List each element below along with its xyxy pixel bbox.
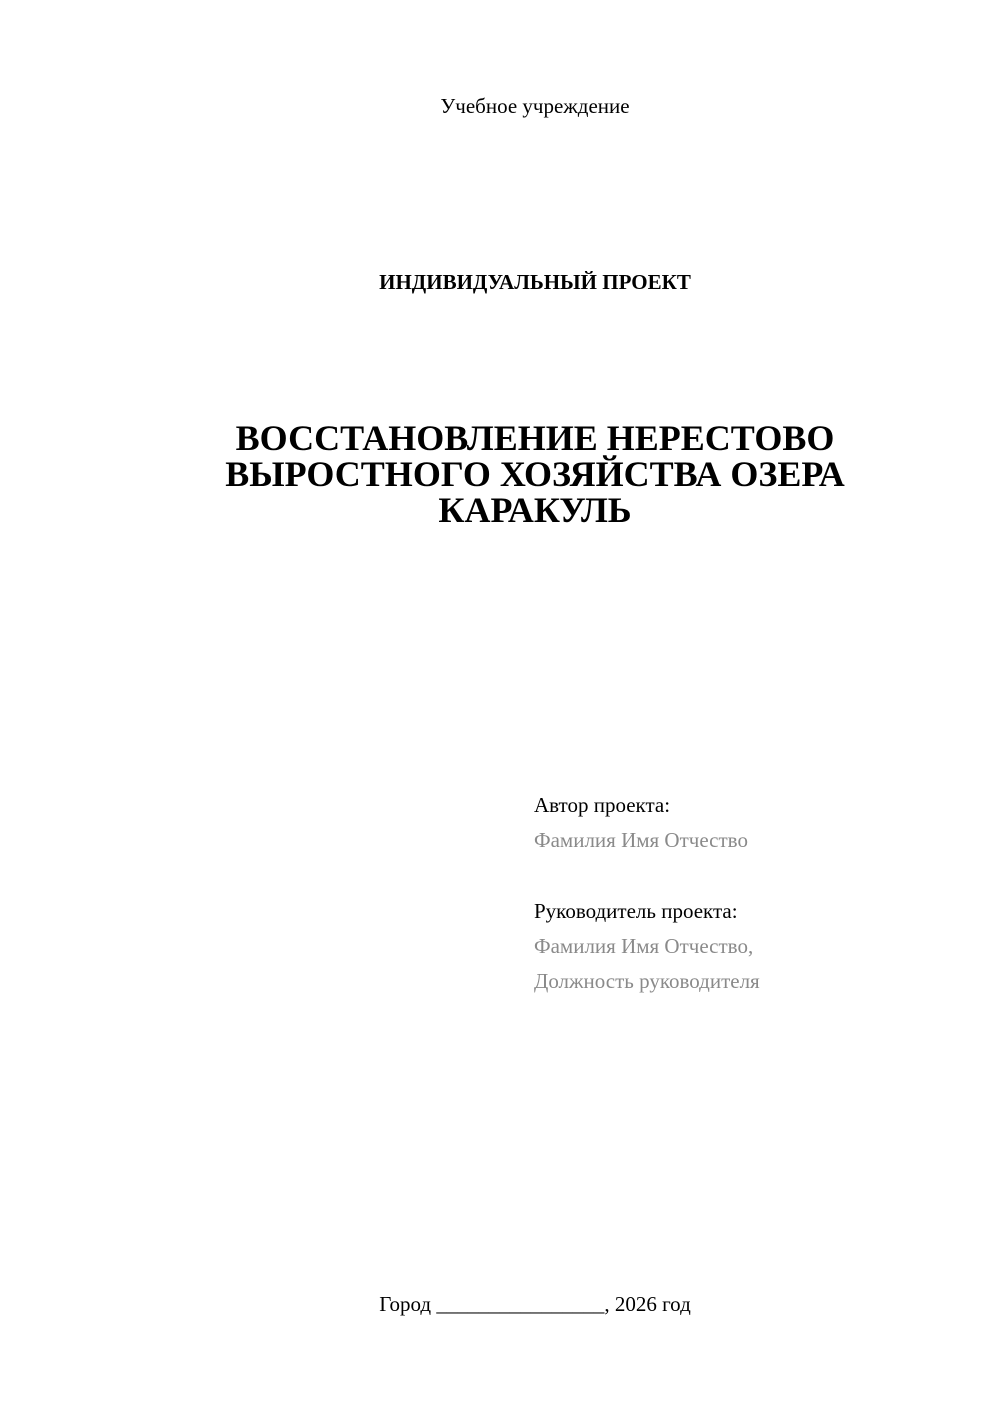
author-label: Автор проекта: [534, 793, 671, 817]
institution-name: Учебное учреждение [440, 94, 630, 118]
supervisor-position: Должность руководителя [534, 969, 760, 993]
supervisor-label: Руководитель проекта: [534, 899, 738, 923]
project-title [170, 420, 900, 528]
city-year-line: Город ________________, 2026 год [379, 1292, 691, 1316]
supervisor-name: Фамилия Имя Отчество, [534, 934, 754, 958]
project-title-line: ВОССТАНОВЛЕНИЕ НЕРЕСТОВО [235, 418, 835, 458]
project-title-line: КАРАКУЛЬ [438, 490, 632, 530]
credits-spacer [534, 858, 974, 894]
project-title-line: ВЫРОСТНОГО ХОЗЯЙСТВА ОЗЕРА [225, 454, 845, 494]
author-name: Фамилия Имя Отчество [534, 828, 748, 852]
credits-block [534, 788, 974, 999]
document-type: ИНДИВИДУАЛЬНЫЙ ПРОЕКТ [379, 270, 691, 294]
